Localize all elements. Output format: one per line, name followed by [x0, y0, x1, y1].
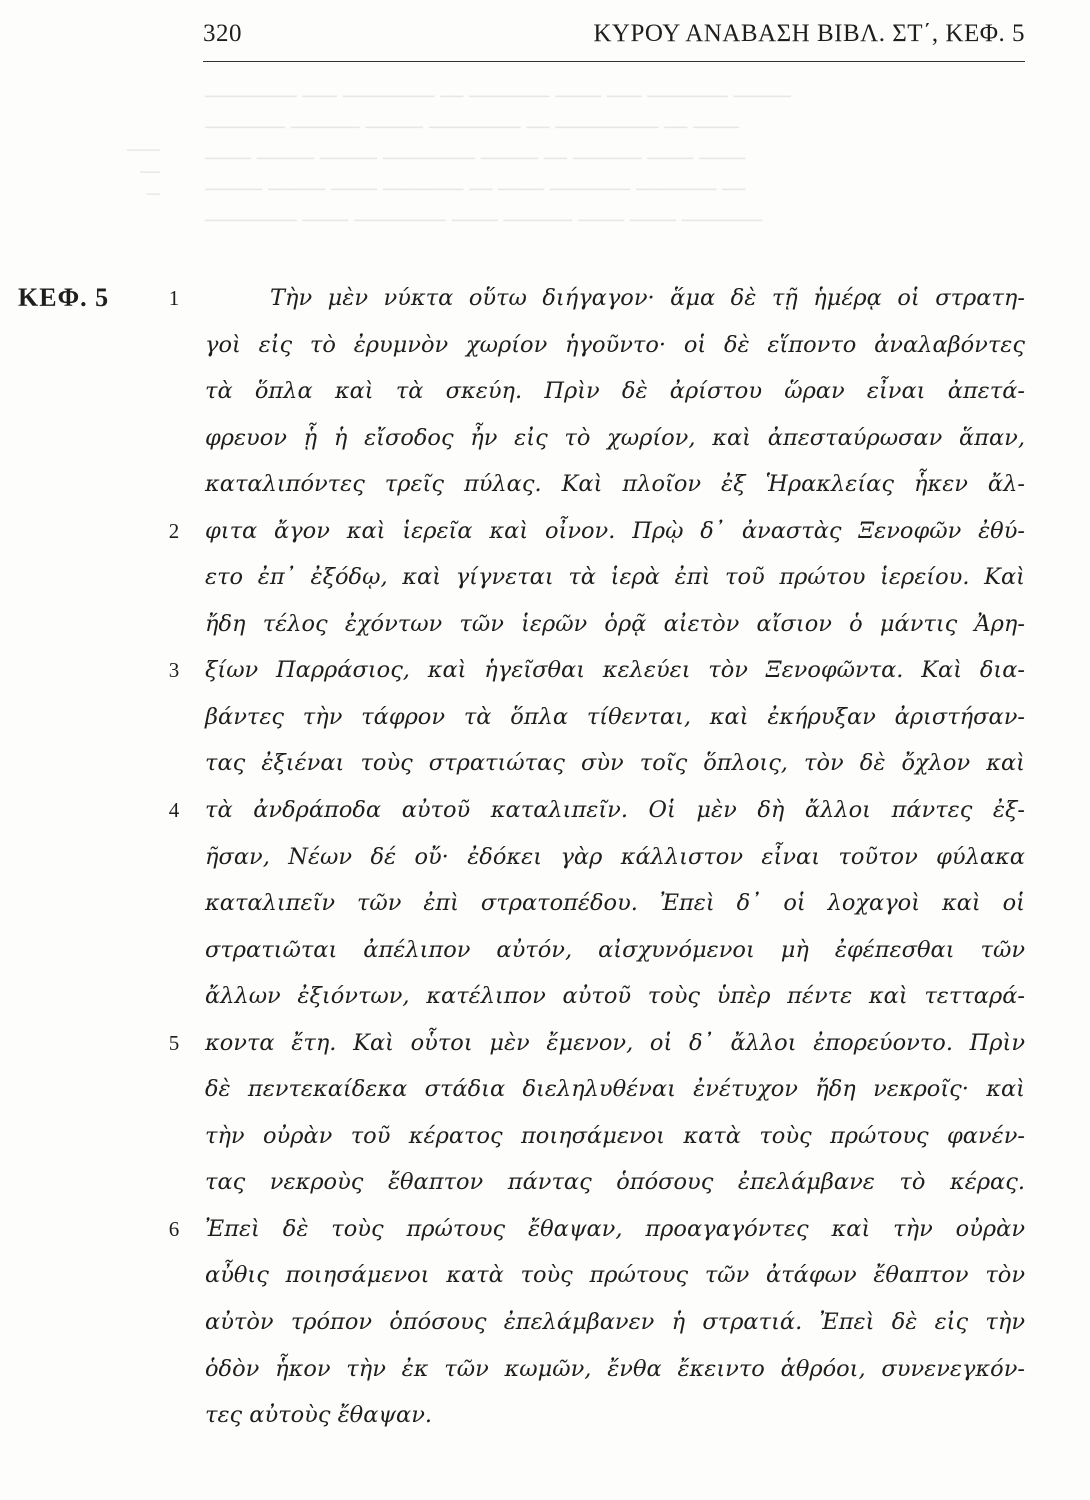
text-line — [0, 1028, 1090, 1075]
text-line — [0, 1214, 1090, 1261]
line-text: αὖθις ποιησάμενοι κατὰ τοὺς πρώτους τῶν ἀτάφων ἔθαπτον τὸν — [205, 1262, 1025, 1289]
text-line — [0, 748, 1090, 795]
text-line — [0, 1354, 1090, 1401]
text-line — [0, 1167, 1090, 1214]
text-line — [0, 423, 1090, 470]
text-line — [0, 283, 1090, 330]
text-line — [0, 516, 1090, 563]
line-text: καταλιπεῖν τῶν ἐπὶ στρατοπέδου. Ἐπεὶ δ᾽ οἱ λοχαγοὶ καὶ οἱ — [205, 890, 1025, 917]
greek-text-body — [0, 283, 1090, 1447]
text-line — [0, 1074, 1090, 1121]
line-text: τὰ ὅπλα καὶ τὰ σκεύη. Πρὶν δὲ ἀρίστου ὥραν εἶναι ἀπετά- — [205, 378, 1025, 405]
line-text: στρατιῶται ἀπέλιπον αὐτόν, αἰσχυνόμενοι μὴ ἐφέπεσθαι τῶν — [205, 936, 1025, 963]
line-text: ἤδη τέλος ἐχόντων τῶν ἱερῶν ὁρᾷ αἰετὸν αἴσιον ὁ μάντις Ἀρη- — [205, 610, 1025, 637]
section-number: 1 — [168, 286, 180, 310]
section-number: 5 — [168, 1030, 180, 1055]
chapter-label: ΚΕΦ. 5 — [18, 283, 110, 312]
line-text: βάντες τὴν τάφρον τὰ ὅπλα τίθενται, καὶ ἐκήρυξαν ἀριστήσαν- — [205, 703, 1025, 730]
line-text: φιτα ἄγον καὶ ἱερεῖα καὶ οἶνον. Πρῲ δ᾽ ἀναστὰς Ξενοφῶν ἐθύ- — [205, 517, 1025, 544]
page-number: 320 — [203, 20, 242, 47]
text-line — [0, 1260, 1090, 1307]
section-number: 4 — [168, 798, 180, 823]
running-title: ΚΥΡΟΥ ΑΝΑΒΑΣΗ ΒΙΒΛ. ΣΤ΄, ΚΕΦ. 5 — [593, 20, 1025, 47]
text-line — [0, 981, 1090, 1028]
text-line — [0, 330, 1090, 377]
line-text: ξίων Παρράσιος, καὶ ἡγεῖσθαι κελεύει τὸν Ξενοφῶντα. Καὶ δια- — [205, 657, 1025, 684]
bleed-through-margin: ───── ─── ── — [126, 144, 160, 201]
text-line — [0, 842, 1090, 889]
text-line — [0, 935, 1090, 982]
line-text: γοὶ εἰς τὸ ἐρυμνὸν χωρίον ἡγοῦντο· οἱ δὲ εἵποντο ἀναλαβόντες — [205, 331, 1025, 358]
text-line — [0, 1121, 1090, 1168]
text-line — [0, 655, 1090, 702]
header-rule — [203, 61, 1025, 62]
text-line — [0, 376, 1090, 423]
line-text: καταλιπόντες τρεῖς πύλας. Καὶ πλοῖον ἐξ Ἡρακλείας ἧκεν ἄλ- — [205, 471, 1025, 498]
section-number: 6 — [168, 1216, 180, 1241]
section-number: 3 — [168, 658, 180, 683]
line-text: ετο ἐπ᾽ ἐξόδῳ, καὶ γίγνεται τὰ ἱερὰ ἐπὶ τοῦ πρώτου ἱερείου. Καὶ — [205, 564, 1025, 591]
line-text: κοντα ἔτη. Καὶ οὗτοι μὲν ἔμενον, οἱ δ᾽ ἄλλοι ἐπορεύοντο. Πρὶν — [205, 1029, 1025, 1056]
text-line — [0, 609, 1090, 656]
text-line — [0, 888, 1090, 935]
line-text: τας νεκροὺς ἔθαπτον πάντας ὁπόσους ἐπελάμβανε τὸ κέρας. — [205, 1169, 1025, 1196]
section-number: 2 — [168, 518, 180, 543]
line-text: αὐτὸν τρόπον ὁπόσους ἐπελάμβανεν ἡ στρατιά. Ἐπεὶ δὲ εἰς τὴν — [205, 1309, 1025, 1336]
line-text: ἄλλων ἐξιόντων, κατέλιπον αὐτοῦ τοὺς ὑπὲρ πέντε καὶ τετταρά- — [205, 983, 1025, 1010]
line-text: τας ἐξιέναι τοὺς στρατιώτας σὺν τοῖς ὅπλοις, τὸν δὲ ὄχλον καὶ — [205, 750, 1025, 777]
line-text: ῆσαν, Νέων δέ οὔ· ἐδόκει γὰρ κάλλιστον εἶναι τοῦτον φύλακα — [205, 843, 1025, 870]
bleed-through-background: ──────── ─── ──────── ── ─────── ──── ─── ─────── ───── ─────── ────── ───── ──────── ── ───────── ── ──── ──── ───── ───── ──────── ───── ── ────── ──── ──── ───── ───── ──── ─────── ── ──── ─────── ─────── ── ──────── ──── ──────── ──── ────── ──── ──── ─────── — [205, 86, 791, 232]
text-line — [0, 469, 1090, 516]
line-text: δὲ πεντεκαίδεκα στάδια διεληλυθέναι ἐνέτυχον ἤδη νεκροῖς· καὶ — [205, 1076, 1025, 1103]
line-text: τες αὐτοὺς ἔθαψαν. — [205, 1402, 433, 1429]
text-line — [0, 795, 1090, 842]
text-line — [0, 702, 1090, 749]
text-line — [0, 562, 1090, 609]
line-text: Τὴν μὲν νύκτα οὕτω διήγαγον· ἅμα δὲ τῇ ἡμέρᾳ οἱ στρατη- — [270, 285, 1025, 311]
line-text: φρευον ᾗ ἡ εἴσοδος ἦν εἰς τὸ χωρίον, καὶ ἀπεσταύρωσαν ἅπαν, — [205, 424, 1025, 451]
line-text: ὁδὸν ἧκον τὴν ἐκ τῶν κωμῶν, ἔνθα ἔκειντο ἁθρόοι, συνενεγκόν- — [205, 1355, 1025, 1382]
running-header — [203, 20, 1025, 62]
line-text: τὰ ἀνδράποδα αὐτοῦ καταλιπεῖν. Οἱ μὲν δὴ ἄλλοι πάντες ἐξ- — [205, 797, 1025, 824]
text-line — [0, 1400, 1090, 1447]
line-text: τὴν οὐρὰν τοῦ κέρατος ποιησάμενοι κατὰ τοὺς πρώτους φανέν- — [205, 1122, 1025, 1149]
line-text: Ἐπεὶ δὲ τοὺς πρώτους ἔθαψαν, προαγαγόντες καὶ τὴν οὐρὰν — [205, 1215, 1025, 1242]
text-line — [0, 1307, 1090, 1354]
